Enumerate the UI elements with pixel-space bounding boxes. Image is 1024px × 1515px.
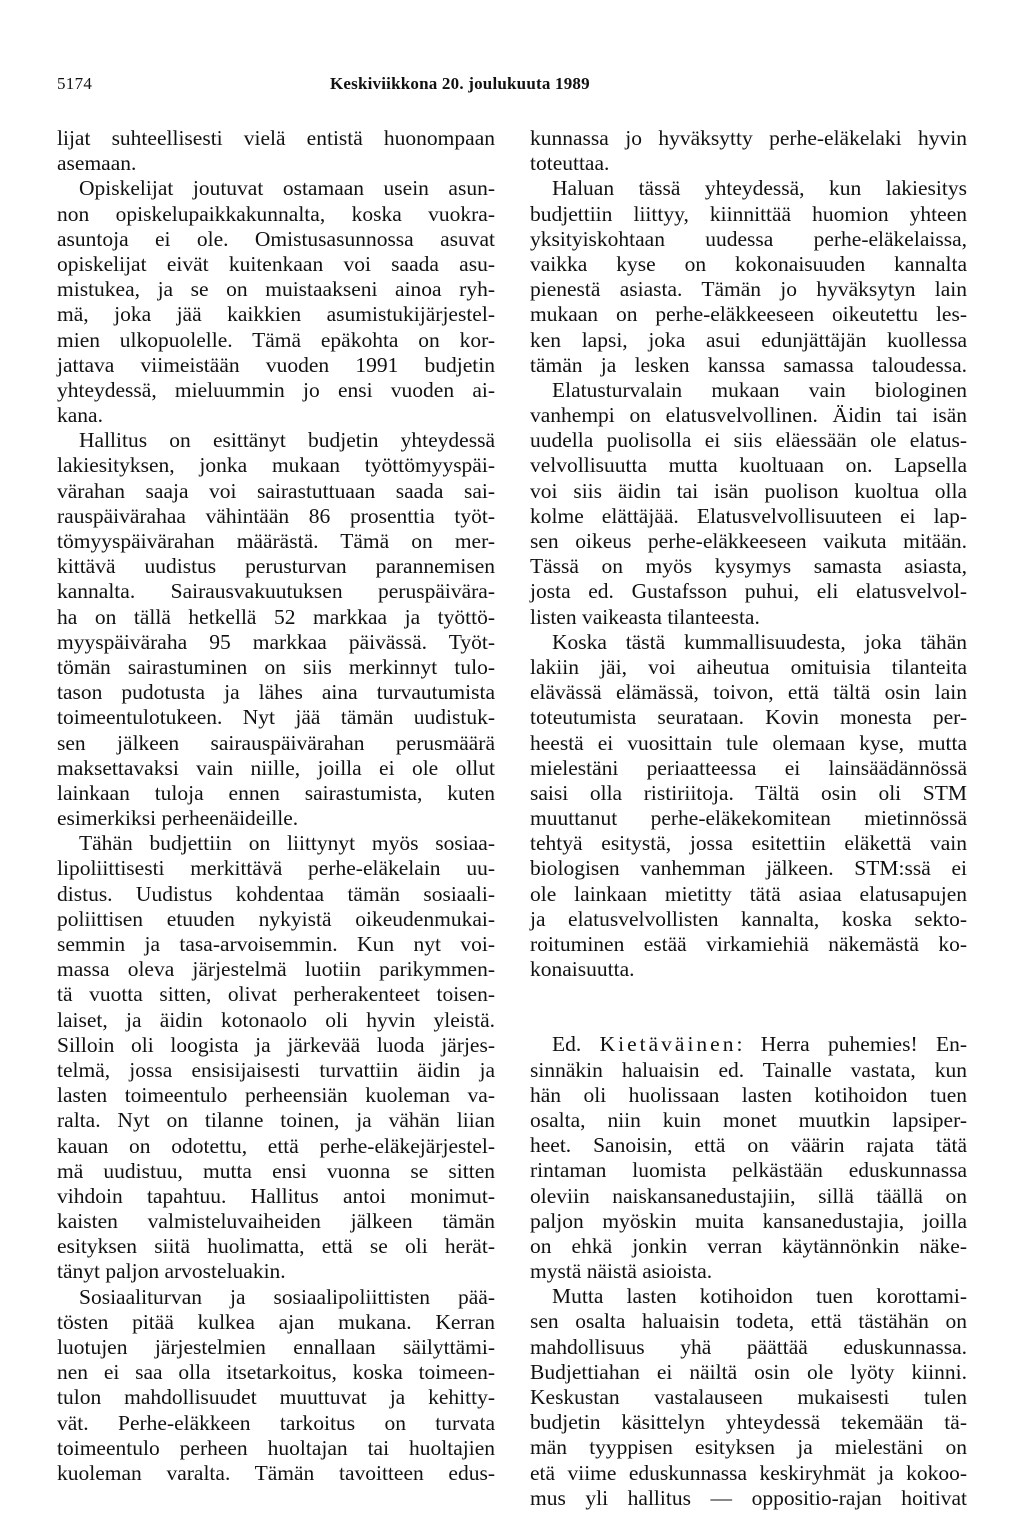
text-line: tehtyä esitystä, jossa esitettiin eläkettä vain — [530, 831, 967, 856]
text-line: non opiskelupaikkakunnalta, koska vuokra- — [57, 201, 495, 226]
text-line: tulon mahdollisuudet muuttuvat ja kehitty- — [57, 1385, 495, 1410]
text-line: hän oli huolissaan lasten kotihoidon tuen — [530, 1082, 967, 1107]
text-line: roituminen estää virkamiehiä näkemästä ko- — [530, 932, 967, 956]
text-line: värahan saaja voi sairastuttuaan saada sai- — [57, 478, 495, 503]
text-line: osalta, niin kuin monet muutkin lapsiper- — [530, 1107, 967, 1132]
text-line: ole lainkaan mietitty tätä asiaa elatusapujen — [530, 881, 967, 906]
text-line: massa oleva järjestelmä luotiin parikymmen- — [57, 957, 495, 982]
text-line: lainkaan tuloja ennen sairastumista, kuten — [57, 780, 495, 805]
text-line: Tähän budjettiin on liittynyt myös sosiaa- — [79, 831, 495, 856]
text-line: sen osalta haluaisin todeta, että tästähän on — [530, 1309, 967, 1334]
text-line: muuttanut perhe-eläkekomitean mietinnössä — [530, 806, 967, 831]
text-line: mä uudistuu, mutta ensi vuonna se sitten — [57, 1158, 495, 1183]
text-line: Keskustan vastalauseen mukaisesti tulen — [530, 1385, 967, 1409]
text-line: tänyt paljon arvosteluakin. — [57, 1259, 286, 1284]
text-line: mistukea, ja se on muistaakseni ainoa ryh- — [57, 277, 495, 302]
text-line: Sosiaaliturvan ja sosiaalipoliittisten pää- — [79, 1284, 495, 1309]
text-line: nen ei saa olla itsetarkoitus, koska toimeen- — [57, 1360, 495, 1385]
text-line: mystä näistä asioista. — [530, 1259, 713, 1284]
text-line: toimeentulo perheen huoltajan tai huoltajien — [57, 1435, 495, 1460]
text-line: esityksen siitä huolimatta, että se oli herät- — [57, 1234, 495, 1259]
text-line: lasten toimeentulo perheensiän kuoleman va- — [57, 1083, 495, 1108]
text-line: Budjettiahan ei näiltä osin ole lyöty kiinni. — [530, 1359, 967, 1384]
speaker-prefix: Ed. — [552, 1032, 600, 1057]
text-line: luotujen järjestelmien ennallaan säilyttämi- — [57, 1335, 495, 1359]
text-line: semmin ja tasa-arvoisemmin. Kun nyt voi- — [57, 932, 495, 956]
text-line: lakiesityksen, jonka mukaan työttömyyspäi- — [57, 453, 495, 478]
text-line: heet. Sanoisin, että on väärin rajata tätä — [530, 1133, 967, 1158]
text-line: asuntoja ei ole. Omistusasunnossa asuvat — [57, 226, 495, 251]
text-line: Tässä on myös kysymys samasta asiasta, — [530, 554, 967, 579]
text-line: lipoliittisesti merkittävä perhe-eläkelain uu- — [57, 856, 495, 881]
text-line: asemaan. — [57, 151, 137, 176]
text-line: kunnassa jo hyväksytty perhe-eläkelaki hyvin — [530, 126, 967, 150]
text-line: tömän sairastuminen on siis merkinnyt tulo- — [57, 654, 495, 679]
text-line: konaisuutta. — [530, 957, 635, 982]
text-line: Opiskelijat joutuvat ostamaan usein asun- — [79, 176, 495, 201]
text-line: velvollisuutta mutta kuoltuaan on. Lapsella — [530, 453, 967, 478]
left-column — [57, 126, 495, 1486]
text-line: rauspäivärahaa vähintään 86 prosenttia työt- — [57, 503, 495, 528]
speaker-name: Kietäväinen — [599, 1032, 737, 1057]
text-line: uudella puolisolla ei siis eläessään ole elatus- — [530, 428, 967, 453]
text-line: jattava viimeistään vuoden 1991 budjetin — [57, 352, 495, 377]
text-line — [530, 1032, 967, 1057]
text-line: myyspäiväraha 95 markkaa päivässä. Työt- — [57, 629, 495, 654]
text-line: tason pudotusta ja lähes aina turvautumista — [57, 680, 495, 705]
text-line: Mutta lasten kotihoidon tuen korottami- — [552, 1284, 967, 1309]
text-line: opiskelijat eivät kuitenkaan voi saada asu- — [57, 251, 495, 276]
text-line: budjetin käsittelyn yhteydessä tekemään tä- — [530, 1410, 967, 1435]
text-line: mukaan on perhe-eläkkeeseen oikeutettu les- — [530, 302, 967, 327]
text-line: paljon myöskin muita kansanedustajia, joilla — [530, 1208, 967, 1233]
text-line: ken lapsi, joka asui edunjättäjän kuollessa — [530, 327, 967, 352]
text-line: Haluan tässä yhteydessä, kun lakiesitys — [552, 176, 967, 201]
text-line: Hallitus on esittänyt budjetin yhteydessä — [79, 428, 495, 453]
text-line: kaisten valmisteluvaiheiden jälkeen tämän — [57, 1209, 495, 1234]
text-line: on ehkä jonkin verran käytännönkin näke- — [530, 1233, 967, 1258]
text-line: budjettiin liittyy, kiinnittää huomion yhteen — [530, 201, 967, 226]
text-line: vaikka kyse on kokonaisuuden kannalta — [530, 251, 967, 276]
text-line: yhteydessä, mieluummin jo ensi vuoden ai- — [57, 377, 495, 402]
text-line: mien ulkopuolelle. Tämä epäkohta on kor- — [57, 327, 495, 352]
text-line: tömyyspäivärahan määrästä. Tämä on mer- — [57, 529, 495, 553]
text-line: kauan on odotettu, että perhe-eläkejärjestel- — [57, 1133, 495, 1158]
text-line: elävässä elämässä, toivon, että tältä osin lain — [530, 680, 967, 705]
page-number: 5174 — [57, 74, 93, 93]
right-column — [530, 126, 967, 1511]
text-line: listen vaikeasta tilanteesta. — [530, 604, 760, 629]
speech-text: : Herra puhemies! En- — [736, 1032, 967, 1057]
text-line: tä vuotta sitten, olivat perherakenteet toisen- — [57, 982, 495, 1007]
text-line: tösten pitää kulkea ajan mukana. Kerran — [57, 1309, 495, 1334]
text-line: distus. Uudistus kohdentaa tämän sosiaali- — [57, 881, 495, 906]
text-line: voi siis äidin tai isän puolison kuoltua olla — [530, 478, 967, 503]
text-line: kannalta. Sairausvakuutuksen peruspäivära- — [57, 579, 495, 604]
text-line: josta ed. Gustafsson puhui, eli elatusvelvol- — [530, 579, 967, 604]
text-line: ja elatusvelvollisten kannalta, koska sekto- — [530, 906, 967, 931]
text-line: män tyyppisen esityksen ja mielestäni on — [530, 1435, 967, 1460]
text-line: poliittisen etuuden nykyistä oikeudenmukai- — [57, 906, 495, 931]
text-line: oleviin naiskansanedustajiin, sillä täällä on — [530, 1183, 967, 1208]
text-line: ha on tällä hetkellä 52 markkaa ja työttö- — [57, 604, 495, 629]
running-head: Keskiviikkona 20. joulukuuta 1989 — [330, 74, 590, 93]
text-line: lakiin jäi, voi aiheutua omituisia tilanteita — [530, 654, 967, 679]
text-line: yksityiskohtaan uudessa perhe-eläkelaissa, — [530, 226, 967, 251]
text-line: rintaman luomista pelkästään eduskunnassa — [530, 1158, 967, 1183]
text-line: kuoleman varalta. Tämän tavoitteen edus- — [57, 1460, 495, 1485]
text-line: mä, joka jää kaikkien asumistukijärjestel- — [57, 302, 495, 327]
text-line: tämän ja lesken kanssa samassa taloudessa. — [530, 352, 967, 377]
text-line: sinnäkin haluaisin ed. Tainalle vastata, kun — [530, 1057, 967, 1082]
text-line: lijat suhteellisesti vielä entistä huonompaan — [57, 126, 495, 150]
text-line: laiset, ja äidin kotonaolo oli hyvin yleistä. — [57, 1007, 495, 1032]
text-line: Koska tästä kummallisuudesta, joka tähän — [552, 629, 967, 654]
text-line: kana. — [57, 403, 103, 428]
text-line: ralta. Nyt on tilanne toinen, ja vähän liian — [57, 1108, 495, 1133]
text-line: esimerkiksi perheenäideille. — [57, 806, 299, 831]
text-line: biologisen vanhemman jälkeen. STM:ssä ei — [530, 856, 967, 881]
text-line: saisi olla ristiriitoja. Tältä osin oli STM — [530, 780, 967, 805]
text-line: kittävä uudistus perusturvan parannemisen — [57, 554, 495, 579]
text-line: Silloin oli loogista ja järkevää luoda järjes- — [57, 1032, 495, 1057]
text-line: sen jälkeen sairauspäivärahan perusmäärä — [57, 730, 495, 755]
text-line: mus yli hallitus — oppositio-rajan hoitivat — [530, 1485, 967, 1510]
text-line: vanhempi on elatusvelvollinen. Äidin tai isän — [530, 403, 967, 428]
text-line: kolme elättäjää. Elatusvelvollisuuteen ei lap- — [530, 503, 967, 528]
text-line: mahdollisuus yhä päättää eduskunnassa. — [530, 1334, 967, 1359]
text-line: vät. Perhe-eläkkeen tarkoitus on turvata — [57, 1410, 495, 1435]
text-line: telmä, jossa ensisijaisesti turvattiin äidin ja — [57, 1057, 495, 1082]
text-line: Elatusturvalain mukaan vain biologinen — [552, 377, 967, 402]
text-line: maksettavaksi vain niille, joilla ei ole ollut — [57, 755, 495, 780]
text-line: mielestäni periaatteessa ei lainsäädännössä — [530, 755, 967, 780]
section-gap — [530, 982, 967, 1032]
text-line: toteutumista seurataan. Kovin monesta per- — [530, 705, 967, 730]
page-header — [0, 74, 1024, 102]
text-line: sen oikeus perhe-eläkkeeseen vaikuta mitään. — [530, 529, 967, 553]
text-line: toteuttaa. — [530, 151, 610, 176]
text-line: pienestä asiasta. Tämän jo hyväksytyn lain — [530, 277, 967, 302]
text-line: heestä ei vuosittain tule olemaan kyse, mutta — [530, 730, 967, 755]
text-line: etä viime eduskunnassa keskiryhmät ja kokoo- — [530, 1460, 967, 1485]
text-line: vihdoin tapahtuu. Hallitus antoi monimut- — [57, 1183, 495, 1208]
text-line: toimeentulotukeen. Nyt jää tämän uudistuk- — [57, 705, 495, 730]
